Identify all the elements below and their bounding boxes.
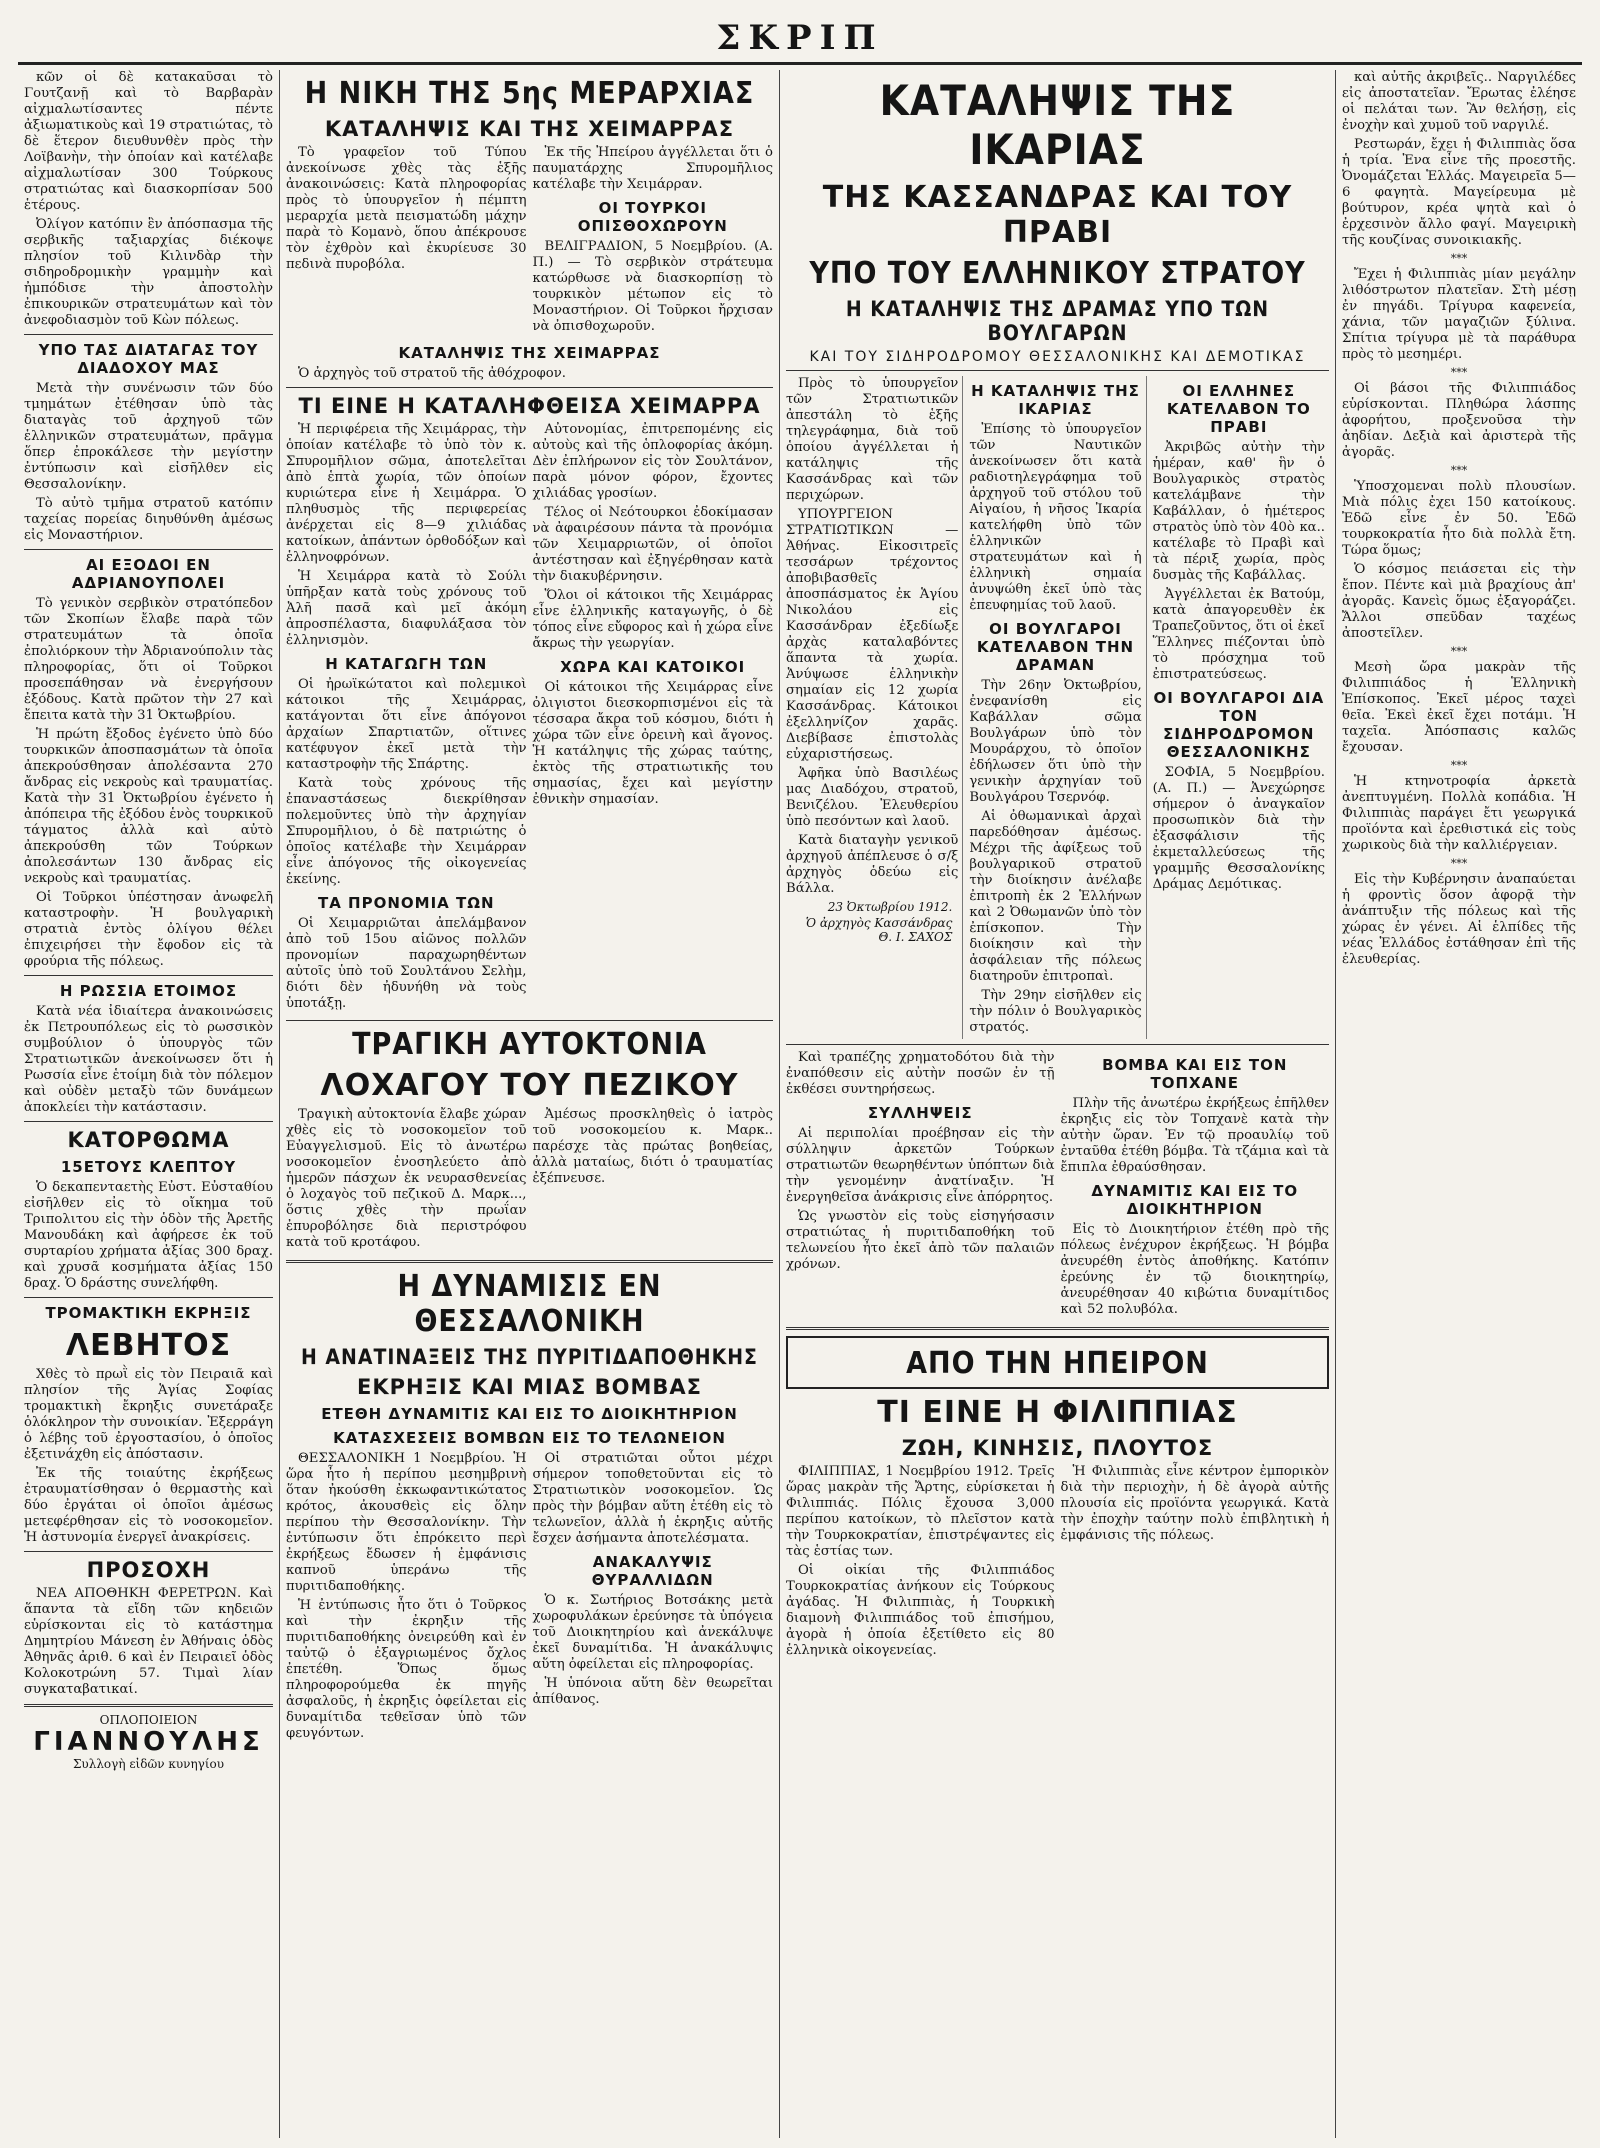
headline: ΧΩΡΑ ΚΑΙ ΚΑΤΟΙΚΟΙ xyxy=(560,658,746,676)
headline-banner xyxy=(786,1336,1329,1389)
section-separator: *** xyxy=(1450,645,1468,658)
columns xyxy=(18,70,1582,2138)
article-text: Αἱ ὀθωμανικαὶ ἀρχαὶ παρεδόθησαν ἀμέσως. Μέχρι τῆς ἀφίξεως τοῦ βουλγαρικοῦ στρατοῦ τὴν διοίκησιν ἀνέλαβε ἐπιτροπὴ ἐκ 2 Ἑλλήνων καὶ 2 Ὀθωμανῶν ὑπὸ τὸν ἐπίσκοπον. Τὴν διοίκησιν καὶ τὴν ἀσφάλειαν τῆς πόλεως διατηροῦν ἐπιτροπαὶ. xyxy=(969,809,1142,984)
section-separator: *** xyxy=(1450,464,1468,477)
headline: Η ΝΙΚΗ ΤΗΣ 5ης ΜΕΡΑΡΧΙΑΣ xyxy=(304,76,755,111)
article-text: Ὑποσχομεναι πολὺ πλουσίων. Μιὰ πόλις ἐχει 150 κατοίκους. Ἐδῶ εἶνε ἐν 50. Ἐδῶ τουρκοκρατία ἦτο διὰ πολλὰ ἔτη. Τώρα ὅμως; xyxy=(1342,479,1576,558)
subcolumn xyxy=(786,1464,1055,1662)
subcolumn xyxy=(1153,376,1329,1039)
column-3 xyxy=(780,70,1336,2138)
article-text: ΘΕΣΣΑΛΟΝΙΚΗ 1 Νοεμβρίου. Ἡ ὥρα ἦτο ἡ περίπου μεσημβρινὴ ὅταν ἠκούσθη ἐκκωφαντικώτατος κρότος, ἀκουσθεὶς εἰς ὅλην περίπου τὴν Θεσσαλονίκην. Τὴν ἐντύπωσιν ὅτι ἐπρόκειτο περὶ ἐκρήξεως ἔδωσεν ἡ ἐμφάνισις καπνοῦ ὑπεράνω τῆς πυριτιδαποθήκης. xyxy=(286,1451,527,1594)
headline: ΟΙ ΒΟΥΛΓΑΡΟΙ ΚΑΤΕΛΑΒΟΝ ΤΗΝ ΔΡΑΜΑΝ xyxy=(976,620,1135,674)
subheadline: Η ΚΑΤΑΛΗΨΙΣ ΤΗΣ ΔΡΑΜΑΣ ΥΠΟ ΤΩΝ ΒΟΥΛΓΑΡΩΝ xyxy=(845,297,1270,345)
article-text: Κατὰ διαταγὴν γενικοῦ ἀρχηγοῦ ἀπέπλευσε ὁ σ/ξ ἀρχηγὸς ὁδεύω εἰς Βάλλα. xyxy=(786,833,959,896)
headline: ΤΡΑΓΙΚΗ ΑΥΤΟΚΤΟΝΙΑ xyxy=(352,1027,707,1062)
article-text: Οἱ ἠρωϊκώτατοι καὶ πολεμικοὶ κάτοικοι τῆς Χειμάρρας, κατάγονται ὅτι εἶνε ἀπόγονοι ἀρχαίων Σπαρτιατῶν, οἵτινες κατέφυγον ἐκεῖ μετὰ τὴν καταστροφὴν τῆς Σπάρτης. xyxy=(286,677,527,772)
two-column-block xyxy=(286,422,773,1015)
article-text: Ἀμέσως προσκληθεὶς ὁ ἰατρὸς τοῦ νοσοκομείου κ. Μαρκ.. παρέσχε τὰς πρώτας βοηθείας, ἀλλὰ ματαίως, διότι ὁ τραυματίας ἐξέπνευσε. xyxy=(532,1107,773,1186)
two-column-block xyxy=(286,1107,773,1254)
headline: ΑΠΟ ΤΗΝ ΗΠΕΙΡΟΝ xyxy=(906,1346,1209,1381)
advertisement-label: ΟΠΛΟΠΟΙΕΙΟΝ xyxy=(99,1713,198,1727)
headline: ΑΝΑΚΑΛΥΨΙΣ ΘΥΡΑΛΛΙΔΩΝ xyxy=(591,1553,714,1589)
article-text: Τὸ γραφεῖον τοῦ Τύπου ἀνεκοίνωσε χθὲς τὰς ἑξῆς ἀνακοινώσεις: Κατὰ πληροφορίας πρὸς τὸ ὑπουργεῖον ἡ πέμπτη μεραρχία μετὰ πεισματώδη μάχην παρὰ τὸ Κομανὸ, ὅπου ἀπέκρουσε τὸν ἐχθρὸν καὶ ἐκυρίευσε 30 πεδινὰ πυροβόλα. xyxy=(286,145,527,272)
section-separator: *** xyxy=(1450,857,1468,870)
divider xyxy=(786,370,1329,371)
article-text: Κατὰ νέα ἰδιαίτερα ἀνακοινώσεις ἐκ Πετρουπόλεως εἰς τὸ ρωσσικὸν συμβούλιον ὁ ὑπουργὸς τῶν Στρατιωτικῶν ἀνεκοίνωσεν ὅτι ἡ Ρωσσία εἶνε ἑτοίμη διὰ τὸν πόλεμον καὶ οὐδὲν μεταξὺ τῶν δυνάμεων ἀποκλείει τὴν κατάστασιν. xyxy=(24,1004,273,1115)
article-text: Οἱ κάτοικοι τῆς Χειμάρρας εἶνε ὀλιγιστοι διεσκορπισμένοι εἰς τὰ τέσσαρα ἄκρα τοῦ κόσμου, διότι ἡ χώρα τῶν εἶνε ὀρεινὴ καὶ ἄγονος. Ἡ κατάληψις τῆς χώρας ταύτης, ἐκτὸς τῆς στρατιωτικῆς του σημασίας, ἔχει καὶ μεγίστην ἐθνικὴν σημασίαν. xyxy=(532,680,773,807)
section-separator: *** xyxy=(1450,252,1468,265)
divider xyxy=(786,1327,1329,1330)
subheadline: ΕΚΡΗΞΙΣ ΚΑΙ ΜΙΑΣ ΒΟΜΒΑΣ xyxy=(357,1375,702,1399)
divider xyxy=(286,1260,773,1263)
subcolumn xyxy=(533,1107,774,1254)
article-text: κῶν οἱ δὲ κατακαῦσαι τὸ Γουτζανῇ καὶ τὸ Βαρβαρὰν αἰχμαλωτίσαντες πέντε ἀξιωματικοὺς καὶ 19 στρατιώτας, τὸ δὲ ἕτερον διευθυνθὲν πρὸς τὴν Λοϊβανὴν, τὴν ὁποίαν καὶ κατέλαβε αἰχμαλωτίσαν 300 Τούρκους στρατιώτας καὶ διασκορπίσαν 500 ἑτέρους. xyxy=(24,70,273,213)
subcolumn xyxy=(286,1451,527,1745)
article-text: Ἡ κτηνοτροφία ἀρκετὰ ἀνεπτυγμένη. Πολλὰ κοπάδια. Ἡ Φιλιππιὰς παράγει ἔτι γεωργικά προϊόντα καὶ ἐρεθιστικά εἰς τοὺς χωρικοὺς διὰ τὴν καλλιέργειαν. xyxy=(1342,774,1576,853)
article-text: Ἡ Χειμάρρα κατὰ τὸ Σούλι ὑπῆρξαν κατὰ τοὺς χρόνους τοῦ Ἀλῆ πασᾶ καὶ μεῖ ἀκόμη ἀπροσπέλαστα, διαφυλάξασα τὸν ἑλληνισμὸν. xyxy=(286,569,527,648)
article-text: Αὐτονομίας, ἐπιτρεπομένης εἰς αὐτοὺς καὶ τῆς ὁπλοφορίας ἀκόμη. Δὲν ἐπλήρωνον εἰς τὸν Σουλτάνον, παρὰ μόνον φόρον, ἔχοντες χιλιάδας γροσίων. xyxy=(532,422,773,501)
advertisement-name: ΓΙΑΝΝΟΥΛΗΣ xyxy=(33,1727,264,1757)
article-text: Κατὰ τοὺς χρόνους τῆς ἐπαναστάσεως διεκρίθησαν πολεμοῦντες ὑπὸ τὴν ἀρχηγίαν Σπυρομῆλιου, ὁ δὲ πατριώτης ὁ ὁποῖος κατέλαβε τὴν Χειμάρραν εἶνε ἀπόγονος τῆς οἰκογενείας ἐκείνης. xyxy=(286,776,527,887)
headline: ΟΙ ΒΟΥΛΓΑΡΟΙ ΔΙΑ ΤΟΝ ΣΙΔΗΡΟΔΡΟΜΟΝ ΘΕΣΣΑΛΟΝΙΚΗΣ xyxy=(1153,689,1325,761)
subcolumn xyxy=(286,145,527,338)
article-text: Ἀφῆκα ὑπὸ Βασιλέως μας Διαδόχου, στρατοῦ, Βενιζέλου. Ἐλευθερίου ὑπὸ πεσόντων καὶ λαοῦ. xyxy=(786,766,959,829)
article-text: Ὁ κόσμος πειάσεται εἰς τὴν ἔπον. Πέντε καὶ μιὰ βραχίους ἀπ' ἀγορᾶς. Κανεὶς ὅμως ἐξαγοράζει. Ἄλλοι σπεῦδαν ταχέως ἀποστεῖλεν. xyxy=(1342,562,1576,641)
subheadline: ΖΩΗ, ΚΙΝΗΣΙΣ, ΠΛΟΥΤΟΣ xyxy=(901,1436,1214,1460)
subheadline: ΚΑΤΑΛΗΨΙΣ ΚΑΙ ΤΗΣ ΧΕΙΜΑΡΡΑΣ xyxy=(324,117,735,141)
two-column-block xyxy=(286,1451,773,1745)
article-text: Ἐκ τῆς τοιαύτης ἐκρήξεως ἐτραυματίσθησαν ὁ θερμαστὴς καὶ δύο ἐργάται οἱ ὁποῖοι ἀμέσως μετεφέρθησαν εἰς τὸ νοσοκομεῖον. Ἡ ἀστυνομία ἐνεργεῖ ἀνακρίσεις. xyxy=(24,1466,273,1545)
headline: Η ΡΩΣΣΙΑ ΕΤΟΙΜΟΣ xyxy=(59,982,238,1000)
subcolumn xyxy=(1061,1050,1330,1321)
headline: Η ΚΑΤΑΓΩΓΗ ΤΩΝ xyxy=(325,655,488,673)
headline: ΔΥΝΑΜΙΤΙΣ ΚΑΙ ΕΙΣ ΤΟ ΔΙΟΙΚΗΤΗΡΙΟΝ xyxy=(1091,1182,1299,1218)
section-separator: *** xyxy=(1450,759,1468,772)
subheadline: ΕΤΕΘΗ ΔΥΝΑΜΙΤΙΣ ΚΑΙ ΕΙΣ ΤΟ ΔΙΟΙΚΗΤΗΡΙΟΝ xyxy=(321,1405,738,1423)
subcolumn xyxy=(286,1107,527,1254)
article-text: καὶ αὐτῆς ἀκριβεῖς.. Ναργιλέδες εἰς ἀποστατεῖαν. Ἔρωτας ἐλέησε οἱ πελάται των. Ἂν θελήσῃ, εἰς ἐνοχὴν καὶ χυμοῦ τοῦ ναργιλέ. xyxy=(1342,70,1576,133)
article-text: Χθὲς τὸ πρωῒ εἰς τὸν Πειραιᾶ καὶ πλησίον τῆς Ἁγίας Σοφίας τρομακτικὴ ἔκρηξις συνετάραξε ὁλόκληρον τὴν συνοικίαν. Ἐξερράγη ὁ λέβης τοῦ ἐργοστασίου, ὁ ὁποῖος ἐξετινάχθη εἰς ἀπόστασιν. xyxy=(24,1367,273,1462)
divider xyxy=(24,975,273,976)
subheadline: ΥΠΟ ΤΟΥ ΕΛΛΗΝΙΚΟΥ ΣΤΡΑΤΟΥ xyxy=(809,256,1306,291)
divider xyxy=(24,1704,273,1707)
signature: Ὁ ἀρχηγὸς Κασσάνδρας Θ. Ι. ΣΑΧΟΣ xyxy=(805,916,953,944)
article-text: ΦΙΛΙΠΠΙΑΣ, 1 Νοεμβρίου 1912. Τρεῖς ὥρας μακρὰν τῆς Ἄρτης, εὑρίσκεται ἡ Φιλιππιάς. Πόλις ἔχουσα 3,000 περίπου κατοίκων, τὸ πλεῖστον κατὰ τὴν Τουρκοκρατίαν, ἐπιστρέψαντες εἰς τὰς ἑστίας των. xyxy=(786,1464,1055,1559)
subcolumn xyxy=(533,422,774,1015)
divider xyxy=(286,1020,773,1021)
subcolumn xyxy=(533,1451,774,1745)
headline: ΚΑΤΑΛΗΨΙΣ ΤΗΣ ΙΚΑΡΙΑΣ xyxy=(879,76,1236,174)
divider xyxy=(24,334,273,335)
three-column-block xyxy=(786,376,1329,1039)
article-text: Ἡ ἐντύπωσις ἦτο ὅτι ὁ Τοῦρκος καὶ τὴν ἐκρηξιν τῆς πυριτιδαποθήκης ὀνειρεύθη καὶ ἐν ταὐτῷ ὁ ἐξαγριωμένος ὄχλος ἐπετέθη. Ὅπως ὅμως πληροφορούμεθα ἐκ πηγῆς ἀσφαλοῦς, ἡ ἐκρηξις ὀφείλεται εἰς δυναμίτιδα τεθεῖσαν ὑπὸ τῶν φευγόντων. xyxy=(286,1598,527,1741)
subcolumn xyxy=(786,1050,1055,1321)
subheadline: ΤΙ ΕΙΝΕ Η ΦΙΛΙΠΠΙΑΣ xyxy=(877,1395,1238,1430)
article-text: Τὴν 26ην Ὀκτωβρίου, ἐνεφανίσθη εἰς Καβάλλαν σῶμα Βουλγάρων ὑπὸ τὸν Μουράρχου, τὸ ὁποῖον ἐδήλωσεν ὅτι ὑπὸ τὴν γενικὴν ἀρχηγίαν τοῦ Βουλγάρου Τσερνόφ. xyxy=(969,678,1142,805)
subheadline: Η ΑΝΑΤΙΝΑΞΕΙΣ ΤΗΣ ΠΥΡΙΤΙΔΑΠΟΘΗΚΗΣ xyxy=(301,1345,758,1369)
article-text: Ὁ ἀρχηγὸς τοῦ στρατοῦ τῆς ἀθόχροφον. xyxy=(298,366,566,381)
masthead: ΣΚΡΙΠ xyxy=(18,14,1582,65)
two-column-block xyxy=(286,145,773,338)
headline: ΚΑΤΑΛΗΨΙΣ ΤΗΣ ΧΕΙΜΑΡΡΑΣ xyxy=(398,344,661,362)
column-2 xyxy=(280,70,780,2138)
article-text: Τὴν 29ην εἰσῆλθεν εἰς τὴν πόλιν ὁ Βουλγαρικὸς στρατός. xyxy=(969,988,1142,1035)
article-text: Οἱ οἰκίαι τῆς Φιλιππιάδος Τουρκοκρατίας ἀνήκουν εἰς Τούρκους ἀγάδας. Ἡ Φιλιππιὰς, ἡ Τουρκικὴ διαμονὴ Φιλιππιάδος τοῦ ἐπισήμου, ἀγορὰ ἡ ὁποία ἐξετίθετο εἰς 80 ἑλληνικὰ οἰκογενείας. xyxy=(786,1563,1055,1658)
two-column-block xyxy=(786,1050,1329,1321)
headline: ΚΑΤΟΡΘΩΜΑ xyxy=(67,1128,230,1152)
headline: ΟΙ ΕΛΛΗΝΕΣ ΚΑΤΕΛΑΒΟΝ ΤΟ ΠΡΑΒΙ xyxy=(1166,382,1311,436)
article-text: Ἀκριβῶς αὐτὴν τὴν ἡμέραν, καθ' ἣν ὁ Βουλγαρικὸς στρατὸς κατελάμβανε τὴν Καβάλλαν, ὁ ἡμέτερος στρατὸς ὑπὸ τὸν 40ὸ κα.. κατέλαβε τὸ Πραβὶ καὶ τὰ πέριξ χωρία, πρὸς δυσμὰς τῆς Καβάλλας. xyxy=(1152,440,1325,583)
headline: Η ΚΑΤΑΛΗΨΙΣ ΤΗΣ ΙΚΑΡΙΑΣ xyxy=(971,382,1140,418)
headline: ΣΥΛΛΗΨΕΙΣ xyxy=(867,1104,973,1122)
article-text: Οἱ βάσοι τῆς Φιλιππιάδος εὑρίσκονται. Πληθώρα λάσπης ἀφορήτου, προξενοῦσα τὴν ἀηδίαν. Δεξιὰ καὶ ἀριστερὰ τῆς ἀγορᾶς. xyxy=(1342,381,1576,460)
divider xyxy=(286,387,773,388)
article-text: Εἰς τὴν Κυβέρνησιν ἀναπαύεται ἡ φροντὶς ὅσον ἀφορᾷ τὴν ἀνάπτυξιν τῆς πόλεως καὶ τῆς χώρας ἐν γένει. Αἱ ἑλπίδες τῆς νέας Ἑλλάδος ἐστάθησαν ἐπὶ τῆς ἐλευθερίας. xyxy=(1342,872,1576,967)
subcolumn xyxy=(286,422,527,1015)
section-separator: *** xyxy=(1450,366,1468,379)
column-1 xyxy=(18,70,280,2138)
article-text: Ἡ περιφέρεια τῆς Χειμάρρας, τὴν ὁποίαν κατέλαβε τὸ ὑπὸ τὸν κ. Σπυρομῆλιον σῶμα, ἀποτελεῖται ἀπὸ ἑπτὰ χωρία, τῶν ὁποίων κυριώτερα εἶνε ἡ Χειμάρρα. Ὁ πληθυσμὸς τῆς περιφερείας ἀνέρχεται εἰς 8—9 χιλιάδας κατοίκων, ἀπάντων ὀρθοδόξων καὶ ἑλληνοφρόνων. xyxy=(286,422,527,565)
subheadline: ΚΑΤΑΣΧΕΣΕΙΣ ΒΟΜΒΩΝ ΕΙΣ ΤΟ ΤΕΛΩΝΕΙΟΝ xyxy=(333,1429,726,1447)
subcolumn xyxy=(969,376,1146,1039)
advertisement-text: ΝΕΑ ΑΠΟΘΗΚΗ ΦΕΡΕΤΡΩΝ. Καὶ ἅπαντα τὰ εἴδη τῶν κηδειῶν εὑρίσκονται εἰς τὸ κατάστημα Δημητρίου Μάνεση ἐν Ἀθήναις ὁδὸς Ἀθηνᾶς ἀριθ. 6 καὶ ἐν Πειραιεῖ ὁδὸς Κολοκοτρώνη 57. Τιμαὶ λίαν συγκαταβατικαί. xyxy=(24,1586,273,1697)
article-text: Οἱ στρατιῶται οὗτοι μέχρι σήμερον τοποθετοῦνται εἰς τὸ Στρατιωτικὸν νοσοκομεῖον. Ὡς πρὸς τὴν βόμβαν αὕτη ἐτέθη εἰς τὸ τελωνεῖον, ἀλλὰ ἡ ἐκρηξις αὐτῆς ἔσχεν ἀσήμαντα ἀποτελέσματα. xyxy=(532,1451,773,1546)
divider xyxy=(786,1044,1329,1045)
headline: ΤΙ ΕΙΝΕ Η ΚΑΤΑΛΗΦΘΕΙΣΑ ΧΕΙΜΑΡΡΑ xyxy=(298,394,761,418)
article-text: ΥΠΟΥΡΓΕΙΟΝ ΣΤΡΑΤΙΩΤΙΚΩΝ — Ἀθήνας. Εἰκοσιτρεῖς τεσσάρων τρέχοντος ἀποβιβασθεῖς ἀποσπάσματος ἐκ Ἁγίου Νικολάου εἰς Κασσάνδραν ἐξεδίωξε ἀρχὰς καταλαβόντες ἅπαντα τὰ χωρία. Ἀνύψωσε ἑλληνικὴν σημαίαν εἰς 12 χωρία Κασσάνδρας. Κάτοικοι ἐξελληνίζον χαρᾶς. Διεβίβασε ἐπιστολὰς εὐχαριστήσεως. xyxy=(786,507,959,762)
article-text: Ὡς γνωστὸν εἰς τοὺς εἰσηγήσασιν στρατιώτας ἡ πυριτιδαποθήκη τοῦ τελωνείου ἦτο ἐκεῖ ἀπὸ τῶν παλαιῶν χρόνων. xyxy=(786,1209,1055,1272)
advertisement-caption: Συλλογὴ εἰδῶν κυνηγίου xyxy=(72,1757,225,1771)
article-text: Ἐκ τῆς Ἠπείρου ἀγγέλλεται ὅτι ὁ παυματάρχης Σπυρομῆλιος κατέλαβε τὴν Χειμάρραν. xyxy=(532,145,773,192)
headline: ΥΠΟ ΤΑΣ ΔΙΑΤΑΓΑΣ ΤΟΥ ΔΙΑΔΟΧΟΥ ΜΑΣ xyxy=(38,341,259,377)
headline: ΛΕΒΗΤΟΣ xyxy=(65,1328,232,1363)
article-text: ΣΟΦΙΑ, 5 Νοεμβρίου. (Α. Π.) — Ἀνεχώρησε σήμερον ὁ ἀναγκαῖον προσωπικὸν διὰ τὴν ἐξασφάλισιν τῆς ἐκμεταλλεύσεως τῆς γραμμῆς Θεσσαλονίκης Δράμας Δεμότικας. xyxy=(1152,765,1325,892)
article-text: Ἔχει ἡ Φιλιππιὰς μίαν μεγάλην λιθόστρωτον πλατεῖαν. Στὴ μέσῃ ἐν πηγάδι. Τρίγυρα καφενεία, χάνια, τῶν μαγαζιῶν ξύλινα. Σπίτια τρίγυρα μὲ τὰ παράθυρα πρὸς τὸ μεσημέρι. xyxy=(1342,267,1576,362)
article-text: ΒΕΛΙΓΡΑΔΙΟΝ, 5 Νοεμβρίου. (Α. Π.) — Τὸ σερβικὸν στράτευμα κατώρθωσε νὰ διασκορπίσῃ τὸ τουρκικὸν μέτωπον εἰς τὸ Μοναστήριον. Οἱ Τοῦρκοι ἤρχισαν νὰ ὀπισθοχωροῦν. xyxy=(532,239,773,334)
headline: ΤΡΟΜΑΚΤΙΚΗ ΕΚΡΗΞΙΣ xyxy=(45,1304,252,1322)
divider xyxy=(24,1297,273,1298)
subcolumn xyxy=(1061,1464,1330,1662)
article-text: Ὀλίγον κατόπιν ἓν ἀπόσπασμα τῆς σερβικῆς ταξιαρχίας διέκοψε πλησίον τοῦ Κιλινδὰρ τὴν σιδηροδρομικὴν γραμμὴν καὶ ἠμπόδισε τὴν ἀποστολὴν ἐπικουρικῶν στρατευμάτων καὶ τὸν ἀνεφοδιασμὸν τοῦ Κὼν πόλεως. xyxy=(24,217,273,328)
headline: ΑΙ ΕΞΟΔΟΙ ΕΝ ΑΔΡΙΑΝΟΥΠΟΛΕΙ xyxy=(71,556,226,592)
article-text: Ὅλοι οἱ κάτοικοι τῆς Χειμάρρας εἶνε ἑλληνικῆς καταγωγῆς, ὁ δὲ τόπος εἶνε εὔφορος καὶ ἡ χώρα εἶνε ἄκρως τὴν γεωργίαν. xyxy=(532,588,773,651)
dateline: 23 Ὀκτωβρίου 1912. xyxy=(827,900,953,914)
headline: ΟΙ ΤΟΥΡΚΟΙ ΟΠΙΣΘΟΧΩΡΟΥΝ xyxy=(577,199,728,235)
subheadline: 15ΕΤΟΥΣ ΚΛΕΠΤΟΥ xyxy=(60,1158,237,1176)
subheadline: ΤΗΣ ΚΑΣΣΑΝΔΡΑΣ ΚΑΙ ΤΟΥ ΠΡΑΒΙ xyxy=(822,180,1293,250)
article-text: Ἡ Φιλιππιὰς εἶνε κέντρον ἐμπορικὸν διὰ τὴν περιοχὴν, ἡ δὲ ἀγορὰ αὐτῆς πλουσία εἰς προϊόντα γεωργικά. Κατὰ τὴν ἐποχὴν ταύτην πολὺ ἐπιβλητικὴ ἡ ἐμφάνισις τῆς πόλεως. xyxy=(1060,1464,1329,1543)
article-text: Ὁ δεκαπενταετὴς Εὐστ. Εὐσταθίου εἰσῆλθεν εἰς τὸ οἴκημα τοῦ Τριπολιτου εἰς τὴν ὁδὸν τῆς Ἀρετῆς Μανουδάκη καὶ ἀφήρεσε ἐκ τοῦ συρταρίου χρήματα ἀξίας 300 δραχ. καὶ χρυσᾶ κοσμήματα ἀξίας 150 δραχ. Ὁ δράστης συνελήφθη. xyxy=(24,1180,273,1291)
column-4 xyxy=(1336,70,1582,2138)
headline: ΤΑ ΠΡΟΝΟΜΙΑ ΤΩΝ xyxy=(317,894,495,912)
headline: Η ΔΥΝΑΜΙΣΙΣ ΕΝ ΘΕΣΣΑΛΟΝΙΚΗ xyxy=(397,1269,662,1339)
article-text: Πλὴν τῆς ἀνωτέρω ἐκρήξεως ἐπῆλθεν ἐκρηξις εἰς τὸν Τοπχανὲ κατὰ τὴν αὐτὴν ὥραν. Ἐν τῷ προαυλίῳ τοῦ ἐνταῦθα ἐτέθη βόμβα. Τὰ τζάμια καὶ τὰ ἔπιπλα ἐθραύσθησαν. xyxy=(1060,1096,1329,1175)
headline: ΒΟΜΒΑ ΚΑΙ ΕΙΣ ΤΟΝ ΤΟΠΧΑΝΕ xyxy=(1102,1056,1288,1092)
article-text: Τέλος οἱ Νεότουρκοι ἐδοκίμασαν νὰ ἀφαιρέσουν πάντα τὰ προνόμια τῶν Χειμαρριωτῶν, οἱ ὁποῖοι ἀντέστησαν καὶ ἐξηγέρθησαν κατὰ τὴν διακυβέρνησιν. xyxy=(532,505,773,584)
divider xyxy=(24,1121,273,1122)
divider xyxy=(24,1551,273,1552)
headline: ΠΡΟΣΟΧΗ xyxy=(86,1558,211,1582)
article-text: Ἀγγέλλεται ἐκ Βατούμ, κατὰ ἀπαγορευθὲν ἐκ Τραπεζοῦντος, ὅτι οἱ ἐκεῖ Ἕλληνες πιέζονται ὑπὸ τὸ πρόσχημα τοῦ ἐπιστρατεύσεως. xyxy=(1152,587,1325,682)
subcolumn xyxy=(533,145,774,338)
subcolumn xyxy=(786,376,963,1039)
subheadline: ΚΑΙ ΤΟΥ ΣΙΔΗΡΟΔΡΟΜΟΥ ΘΕΣΣΑΛΟΝΙΚΗΣ ΚΑΙ ΔΕΜΟΤΙΚΑΣ xyxy=(809,349,1306,365)
article-text: Οἱ Τοῦρκοι ὑπέστησαν ἀνωφελῆ καταστροφὴν. Ἡ βουλγαρικὴ στρατιὰ ἐντὸς ὀλίγου θέλει ἐπιχειρήσει τὴν ἔφοδον εἰς τὰ φρούρια τῆς πόλεως. xyxy=(24,890,273,969)
article-text: Ἐπίσης τὸ ὑπουργεῖον τῶν Ναυτικῶν ἀνεκοίνωσεν ὅτι κατὰ ραδιοτηλεγράφημα τοῦ ἀρχηγοῦ τοῦ στόλου τοῦ Αἰγαίου, ἡ νῆσος Ἰκαρία κατελήφθη ὑπὸ τῶν ἑλληνικῶν στρατευμάτων καὶ ἡ ἑλληνικὴ σημαία ἀνυψώθη ἐκεῖ ὑπὸ τὰς ἐπευφημίας τοῦ λαοῦ. xyxy=(969,422,1142,613)
divider xyxy=(24,549,273,550)
subheadline: ΛΟΧΑΓΟΥ ΤΟΥ ΠΕΖΙΚΟΥ xyxy=(320,1068,739,1103)
article-text: Τὸ γενικὸν σερβικὸν στρατόπεδον τῶν Σκοπίων ἔλαβε παρὰ τῶν στρατευμάτων τὰ ὁποῖα ἐπολιόρκουν τὴν Ἀδριανούπολιν τὰς πληροφορίας, ὅτι οἱ Τοῦρκοι προσεπάθησαν νὰ ἐνεργήσουν ἐξόδους. Κατὰ πρῶτον τὴν 27 καὶ ἔπειτα κατὰ τὴν 31 Ὀκτωβρίου. xyxy=(24,596,273,723)
article-text: Ὁ κ. Σωτήριος Βοτσάκης μετὰ χωροφυλάκων ἐρεύνησε τὰ ὑπόγεια τοῦ Διοικητηρίου καὶ ἀνεκάλυψε ἐκεῖ δυναμίτιδα. Ἡ ἀνακάλυψις αὕτη ὀφείλεται εἰς πληροφορίας. xyxy=(532,1593,773,1672)
article-text: Αἱ περιπολίαι προέβησαν εἰς τὴν σύλληψιν ἀρκετῶν Τούρκων στρατιωτῶν θεωρηθέντων ὑπόπτων διὰ τὴν γενομένην ἀνατίναξιν. Ἡ ἐνεργηθεῖσα ἀνάκρισις εἶνε ἀπόρρητος. xyxy=(786,1126,1055,1205)
article-text: Μετὰ τὴν συνένωσιν τῶν δύο τμημάτων ἐτέθησαν ὑπὸ τὰς διαταγὰς τοῦ ἀρχηγοῦ τῶν ἑλληνικῶν στρατευμάτων, πρᾶγμα ὅπερ ἐπροκάλεσε τὴν μεγίστην ἐντύπωσιν καὶ εἰσῆλθεν εἰς Θεσσαλονίκην. xyxy=(24,381,273,492)
article-text: Οἱ Χειμαρριῶται ἀπελάμβανον ἀπὸ τοῦ 15ου αἰῶνος πολλῶν προνομίων παραχωρηθέντων αὐτοῖς ὑπὸ τοῦ Σουλτάνου Σελὴμ, διότι δὲν ἠδυνήθη νὰ τοὺς ὑποτάξῃ. xyxy=(286,916,527,1011)
article-text: Πρὸς τὸ ὑπουργεῖον τῶν Στρατιωτικῶν ἀπεστάλη τὸ ἑξῆς τηλεγράφημα, διὰ τοῦ ὁποίου ἀγγέλλεται ἡ κατάληψις τῆς Κασσάνδρας καὶ τῶν περιχώρων. xyxy=(786,376,959,503)
article-text: Μεσὴ ὥρα μακρὰν τῆς Φιλιππιάδος ἡ Ἑλληνικὴ Ἐπίσκοπος. Ἐκεῖ μέρος ταχεὶ θεῖα. Ἐκεὶ ἐκεῖ ἔχει ποτάμι. Ἡ ταχεῖα. Ἀπόσπασις καλῶς ἔχουσαν. xyxy=(1342,660,1576,755)
two-column-block xyxy=(786,1464,1329,1662)
article-text: Τὸ αὐτὸ τμῆμα στρατοῦ κατόπιν ταχείας πορείας διηυθύνθη ἀμέσως εἰς Μοναστήριον. xyxy=(24,496,273,543)
article-text: Ρεστωράν, ἔχει ἡ Φιλιππιὰς ὅσα ἡ τρία. Ἐνα εἶνε τῆς προεστῆς. Ὀνομάζεται Ἑλλάς. Μαγειρεῖα 5—6 φαγητὰ. Μαγείρευμα μὲ βούτυρον, κρέα ψητὰ καὶ ὁ ἐρχεσινὸν ἄλλο φαγί. Μαγειρικὴ τῆς κουζίνας συνοικιακῆς. xyxy=(1342,137,1576,248)
article-text: Τραγικὴ αὐτοκτονία ἔλαβε χώραν χθὲς εἰς τὸ νοσοκομεῖον τοῦ Εὐαγγελισμοῦ. Εἰς τὸ ἀνωτέρω νοσοκομεῖον ἐνοσηλεύετο ἀπὸ ἡμερῶν πάσχων ἐκ νευρασθενείας ὁ λοχαγὸς τοῦ πεζικοῦ Δ. Μαρκ..., ὅστις χθὲς τὴν πρωΐαν ἐπυροβόλησε διὰ περιστρόφου κατὰ τοῦ κροτάφου. xyxy=(286,1107,527,1250)
article-text: Εἰς τὸ Διοικητήριον ἐτέθη πρὸ τῆς πόλεως ἐνέχυρον ἐκρήξεως. Ἡ βόμβα ἀνευρέθη ἐντὸς ἀποθήκης. Κατόπιν ἐρεύνης ἐν τῷ διοικητηρίῳ, ἀνευρέθησαν 40 κιβώτια δυναμίτιδος καὶ 52 πολυβόλα. xyxy=(1060,1222,1329,1317)
article-text: Ἡ πρώτη ἔξοδος ἐγένετο ὑπὸ δύο τουρκικῶν ἀποσπασμάτων τὰ ὁποῖα ἀπεκρούσθησαν ἀπολέσαντα 270 ἄνδρας εἰς νεκροὺς καὶ τραυματίας. Κατὰ τὴν 31 Ὀκτωβρίου ἐγένετο ἡ ἀπόπειρα τῆς ἐξόδου ἑνὸς τουρκικοῦ τάγματος ἀλλὰ καὶ αὐτὸ ἀπεκρούσθη τῶν Τούρκων ἀπολεσάντων 130 ἄνδρας εἰς νεκροὺς καὶ τραυματίας. xyxy=(24,727,273,886)
article-text: Ἡ ὑπόνοια αὕτη δὲν θεωρεῖται ἀπίθανος. xyxy=(532,1676,773,1707)
article-text: Καὶ τραπέζης χρηματοδότου διὰ τὴν ἐναπόθεσιν εἰς αὐτὴν ποσῶν ἐν τῇ ἐκθέσει συντηρήσεως. xyxy=(786,1050,1055,1097)
